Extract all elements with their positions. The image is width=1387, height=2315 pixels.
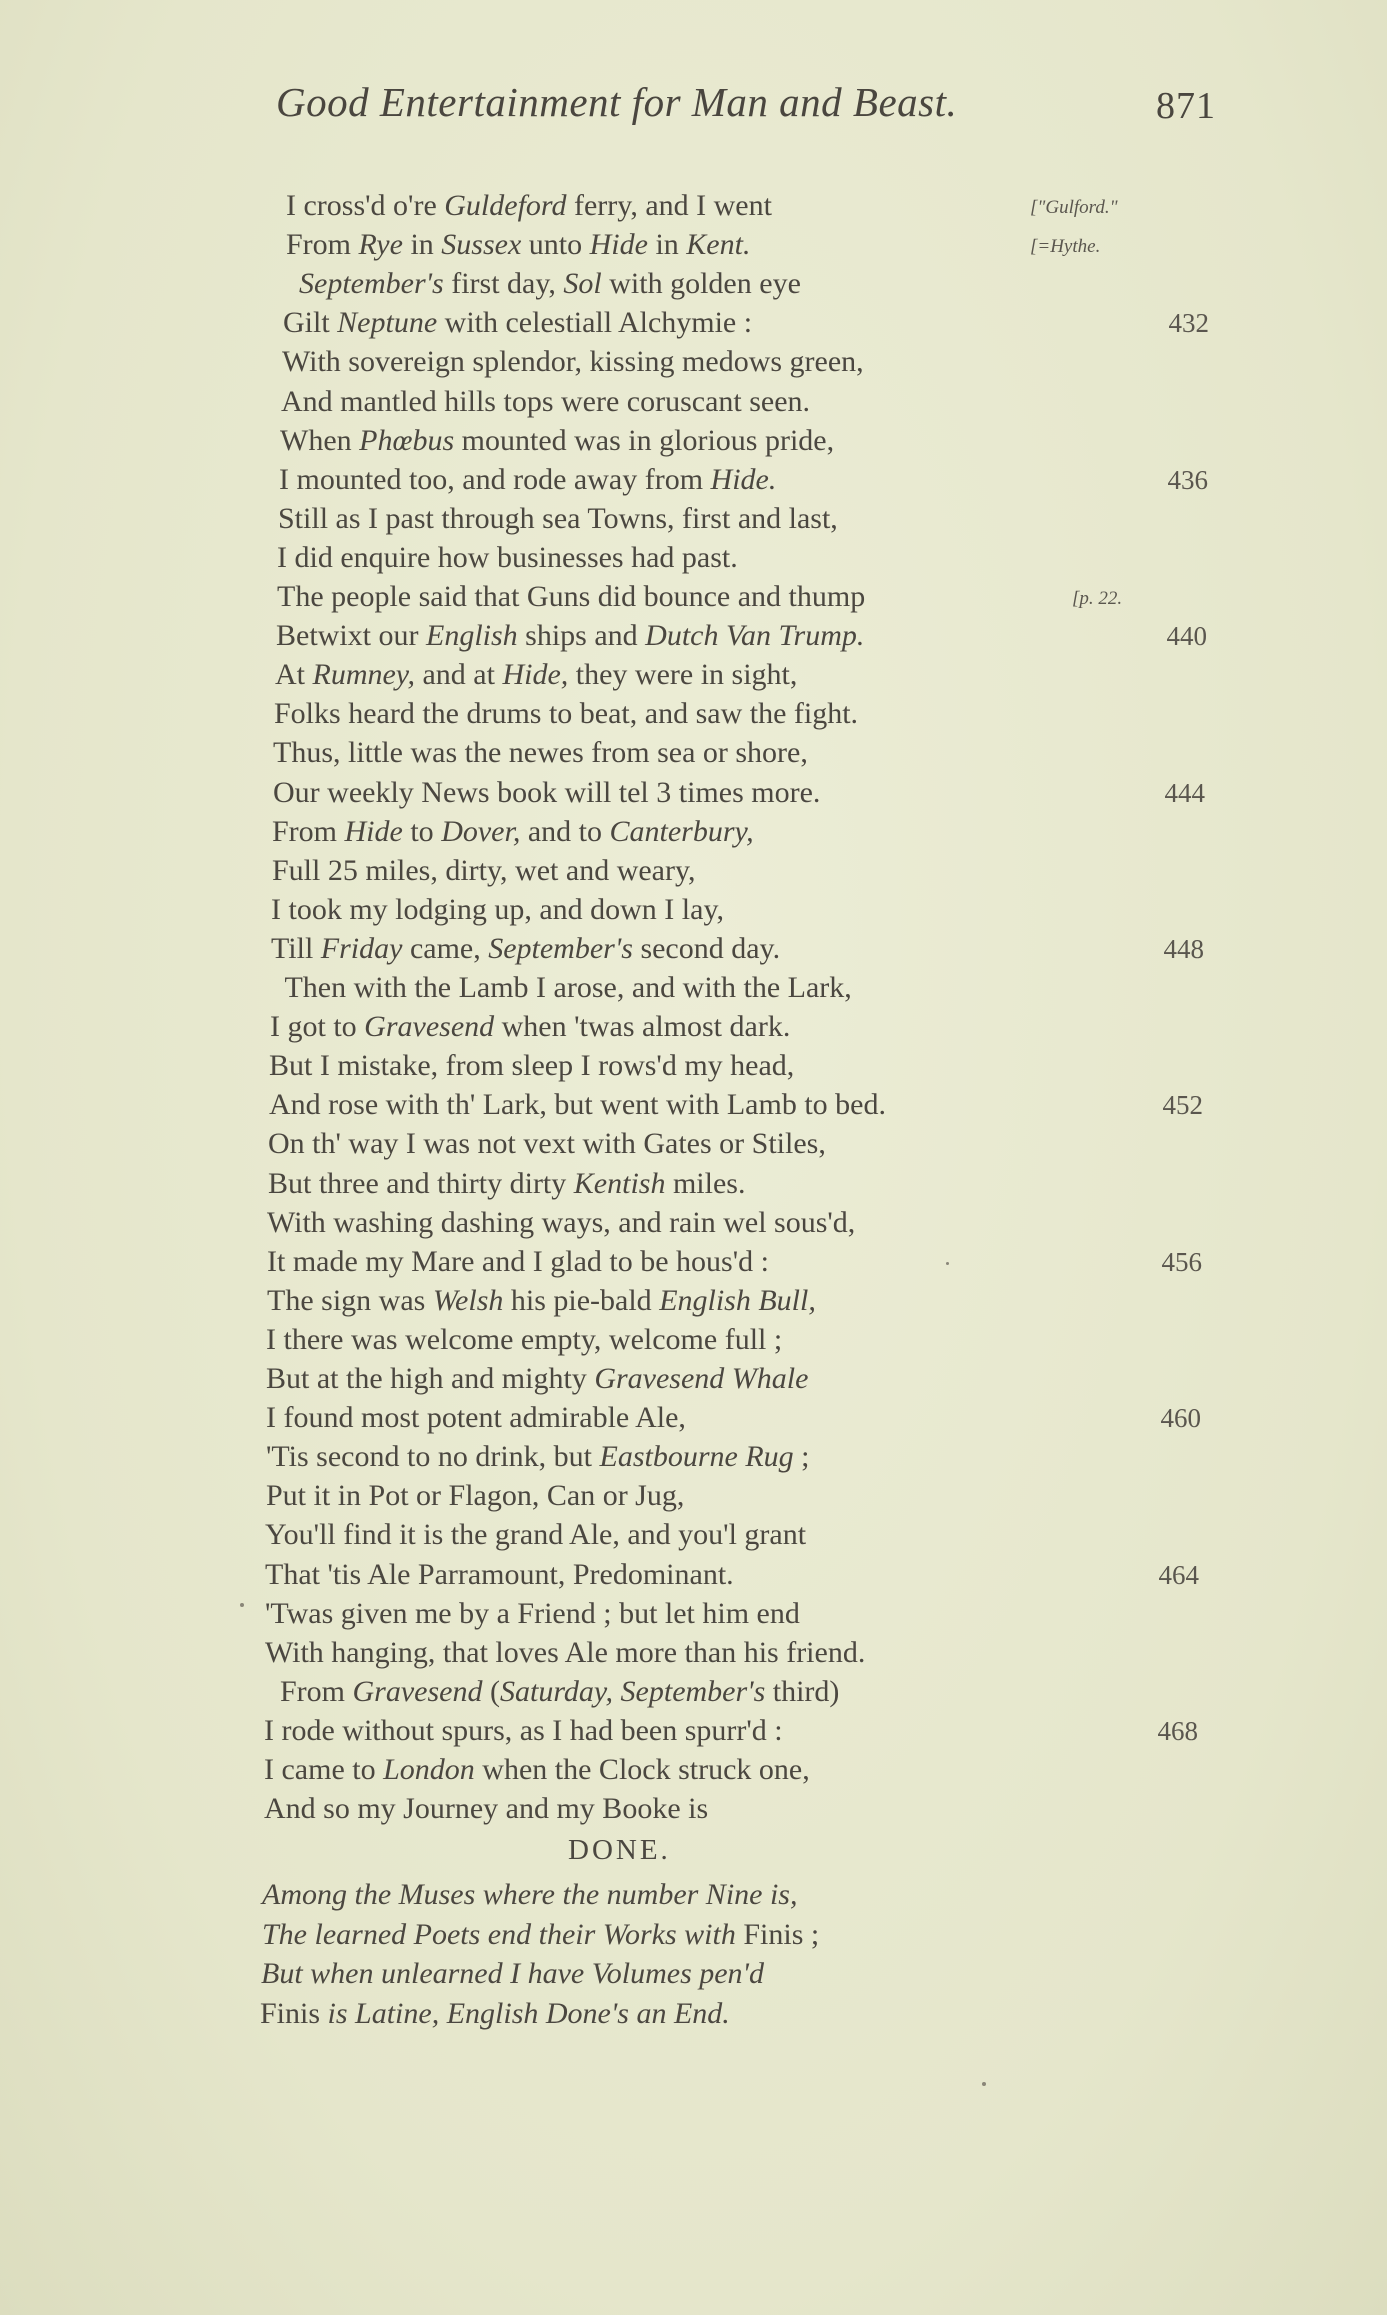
- epilogue-line: [261, 1955, 764, 1993]
- poem-line: [268, 1125, 1230, 1163]
- poem-line: [282, 343, 1230, 381]
- poem-line: [271, 930, 1230, 968]
- poem-line: [273, 774, 1230, 812]
- poem-line: [266, 1360, 1230, 1398]
- poem-line: [286, 226, 1230, 264]
- epilogue-line: [260, 1995, 730, 2033]
- poem-line-text: And so my Journey and my Booke is: [264, 1792, 709, 1826]
- poem-line: [276, 617, 1230, 655]
- line-number: 448: [1163, 933, 1204, 964]
- poem-line: [265, 1634, 1230, 1672]
- poem-line-text: At Rumney, and at Hide, they were in sight,: [275, 658, 798, 692]
- poem-line: [264, 1751, 1230, 1789]
- poem-line-text: I found most potent admirable Ale,: [266, 1401, 686, 1435]
- poem-line-text: Our weekly News book will tel 3 times more.: [273, 775, 821, 809]
- poem-line-text: I cross'd o're Guldeford ferry, and I went: [286, 189, 772, 222]
- epilogue-line: [262, 1916, 819, 1954]
- poem-line: [269, 1047, 1230, 1085]
- poem-line: [267, 1243, 1230, 1281]
- epilogue-line-text: The learned Poets end their Works with Finis ;: [262, 1917, 820, 1951]
- done-word: DONE.: [568, 1834, 671, 1866]
- poem-line-text: From Rye in Sussex unto Hide in Kent.: [286, 228, 751, 262]
- epilogue-line: [262, 1876, 797, 1914]
- poem-line-text: The people said that Guns did bounce and thump: [277, 580, 866, 613]
- poem-line: [284, 265, 1230, 303]
- poem-line: [266, 1399, 1230, 1437]
- poem-line-text: Still as I past through sea Towns, first and last,: [278, 501, 838, 535]
- poem-line-text: It made my Mare and I glad to be hous'd :: [267, 1244, 769, 1278]
- poem-line-text: Then with the Lamb I arose, and with the Lark,: [270, 971, 852, 1004]
- running-head: [276, 78, 1216, 138]
- poem-line-text: I mounted too, and rode away from Hide.: [279, 462, 777, 496]
- poem-line-text: I took my lodging up, and down I lay,: [271, 892, 725, 926]
- epilogue-line-text: But when unlearned I have Volumes pen'd: [261, 1957, 764, 1990]
- poem-line: [270, 969, 1230, 1007]
- poem-line: [270, 1008, 1230, 1046]
- poem-line-text: The sign was Welsh his pie-bald English Bull,: [267, 1283, 816, 1317]
- poem-line-text: And rose with th' Lark, but went with Lamb to bed.: [269, 1088, 886, 1122]
- poem-line: [264, 1790, 1230, 1828]
- poem-line-text: You'll find it is the grand Ale, and you'l grant: [265, 1518, 807, 1552]
- poem-line-text: Folks heard the drums to beat, and saw the fight.: [274, 697, 859, 731]
- poem-line-text: But at the high and mighty Gravesend Whale: [266, 1362, 809, 1395]
- paper-speck: [946, 1262, 949, 1265]
- line-number: 432: [1168, 308, 1209, 339]
- poem-line: [273, 734, 1230, 772]
- poem-line-text: I rode without spurs, as I had been spurr'd :: [264, 1713, 783, 1747]
- margin-note: ["Gulford.": [1030, 197, 1118, 218]
- poem-line-text: I came to London when the Clock struck one,: [264, 1753, 810, 1786]
- poem-line-text: Full 25 miles, dirty, wet and weary,: [272, 853, 696, 887]
- epilogue-line-text: Among the Muses where the number Nine is,: [262, 1878, 798, 1911]
- poem-line-text: Gilt Neptune with celestiall Alchymie :: [283, 306, 753, 340]
- poem-line-text: Betwixt our English ships and Dutch Van Trump.: [276, 619, 865, 653]
- poem-line: [277, 539, 1230, 577]
- poem-line-text: I there was welcome empty, welcome full ;: [266, 1322, 783, 1356]
- poem-line: [279, 461, 1230, 499]
- poem-line-text: Put it in Pot or Flagon, Can or Jug,: [266, 1479, 685, 1513]
- paper-speck: [240, 1603, 244, 1607]
- poem-line: [264, 1712, 1230, 1750]
- poem-line-text: With sovereign splendor, kissing medows green,: [282, 345, 864, 379]
- poem-line: [274, 695, 1230, 733]
- poem-line-text: 'Tis second to no drink, but Eastbourne Rug ;: [266, 1440, 810, 1474]
- page-number: 871: [1156, 85, 1216, 127]
- poem-line: [266, 1477, 1230, 1515]
- poem-line-text: When Phœbus mounted was in glorious pride,: [280, 423, 835, 457]
- poem-line: [265, 1516, 1230, 1554]
- poem-line-text: Till Friday came, September's second day.: [271, 931, 781, 965]
- poem-line-text: On th' way I was not vext with Gates or Stiles,: [268, 1127, 826, 1161]
- poem-line: [280, 422, 1230, 460]
- poem-line: [278, 500, 1230, 538]
- poem-line-text: But three and thirty dirty Kentish miles.: [268, 1166, 746, 1200]
- poem-line: [268, 1165, 1230, 1203]
- poem-line-text: From Gravesend (Saturday, September's third): [265, 1674, 840, 1708]
- poem-line: [265, 1595, 1230, 1633]
- poem-line-text: But I mistake, from sleep I rows'd my head,: [269, 1049, 795, 1083]
- epilogue-line-text: Finis is Latine, English Done's an End.: [260, 1996, 730, 2030]
- poem-line-text: I did enquire how businesses had past.: [277, 540, 738, 574]
- poem-line-text: September's first day, Sol with golden eye: [299, 267, 801, 301]
- line-number: 440: [1166, 621, 1207, 652]
- poem-line-text: 'Twas given me by a Friend ; but let him end: [265, 1596, 800, 1630]
- poem-line: [283, 304, 1230, 342]
- poem-line: [266, 1438, 1230, 1476]
- paper-speck: [982, 2082, 986, 2086]
- poem-line: [267, 1204, 1230, 1242]
- poem-line-text: And mantled hills tops were coruscant seen.: [281, 384, 811, 418]
- poem-line: [281, 383, 1230, 421]
- line-number: 468: [1157, 1715, 1198, 1746]
- poem-line-text: I got to Gravesend when 'twas almost dark.: [270, 1010, 791, 1044]
- poem-line-text: With washing dashing ways, and rain wel sous'd,: [267, 1205, 856, 1239]
- poem-line-text: With hanging, that loves Ale more than his friend.: [265, 1635, 866, 1669]
- poem-line: [277, 578, 1230, 616]
- line-number: 460: [1160, 1403, 1201, 1434]
- line-number: 452: [1162, 1090, 1203, 1121]
- poem-line-text: Thus, little was the newes from sea or shore,: [273, 736, 808, 770]
- margin-note: [p. 22.: [1072, 588, 1123, 609]
- page-title: Good Entertainment for Man and Beast.: [276, 79, 958, 125]
- poem-line: [272, 852, 1230, 890]
- line-number: 444: [1164, 777, 1205, 808]
- poem-line: [267, 1282, 1230, 1320]
- poem-line: [265, 1673, 1230, 1711]
- line-number: 456: [1161, 1246, 1202, 1277]
- poem-line: [272, 813, 1230, 851]
- margin-note: [=Hythe.: [1030, 236, 1101, 258]
- line-number: 464: [1158, 1559, 1199, 1590]
- line-number: 436: [1167, 464, 1208, 495]
- poem-line: [266, 1321, 1230, 1359]
- poem-line: [269, 1086, 1230, 1124]
- poem-line: [265, 1556, 1230, 1594]
- poem-line-text: That 'tis Ale Parramount, Predominant.: [265, 1557, 734, 1591]
- poem-line: [286, 187, 1230, 225]
- poem-line: [275, 656, 1230, 694]
- poem-line: [271, 891, 1230, 929]
- poem-line-text: From Hide to Dover, and to Canterbury,: [272, 814, 754, 848]
